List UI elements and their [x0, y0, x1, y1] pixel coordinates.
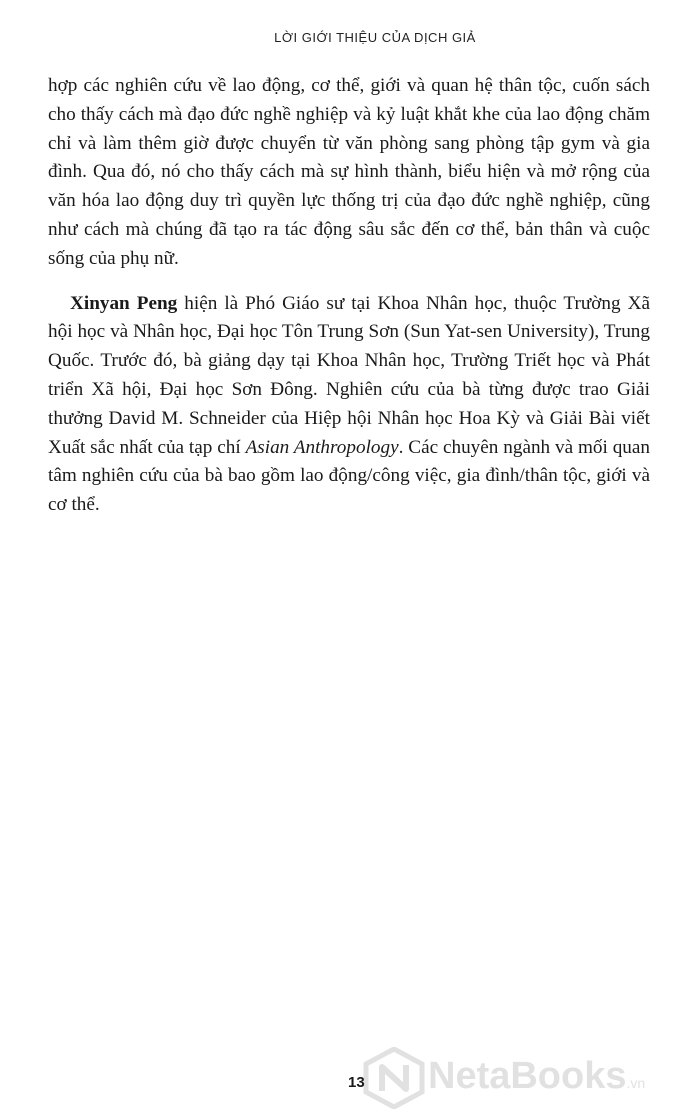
- running-header: LỜI GIỚI THIỆU CỦA DỊCH GIẢ: [274, 30, 476, 45]
- watermark-suffix: .vn: [626, 1075, 646, 1091]
- page-body: [48, 72, 650, 520]
- body-paragraph-2: [48, 290, 650, 520]
- watermark-brand: NetaBooks: [428, 1055, 627, 1097]
- netabooks-logo-icon: [362, 1047, 426, 1109]
- watermark-text: [428, 1055, 645, 1098]
- body-paragraph-1: hợp các nghiên cứu về lao động, cơ thể, giới và quan hệ thân tộc, cuốn sách cho thấy cách mà đạo đức nghề nghiệp và kỷ luật khắt khe của lao động chăm chỉ và làm thêm giờ được chuyển từ văn phòng sang phòng tập gym và gia đình. Qua đó, nó cho thấy cách mà sự hình thành, biểu hiện và mở rộng của văn hóa lao động duy trì quyền lực thống trị của đạo đức nghề nghiệp, cũng như cách mà chúng đã tạo ra tác động sâu sắc đến cơ thể, bản thân và cuộc sống của phụ nữ.: [48, 75, 650, 269]
- paragraph-2-ending: . Các chuyên ngành và mối quan tâm nghiên cứu của bà bao gồm lao động/công việc, gia đình/thân tộc, giới và cơ thể.: [48, 436, 651, 516]
- watermark: [362, 1047, 682, 1109]
- journal-title: Asian Anthropology: [245, 436, 399, 458]
- author-name: Xinyan Peng: [70, 292, 178, 314]
- page-number: 13: [348, 1074, 365, 1091]
- paragraph-2-text: hiện là Phó Giáo sư tại Khoa Nhân học, thuộc Trường Xã hội học và Nhân học, Đại học Tôn Trung Sơn (Sun Yat-sen University), Trung Quốc. Trước đó, bà giảng dạy tại Khoa Nhân học, Trường Triết học và Phát triển Xã hội, Đại học Sơn Đông. Nghiên cứu của bà từng được trao Giải thưởng David M. Schneider của Hiệp hội Nhân học Hoa Kỳ và Giải Bài viết Xuất sắc nhất của tạp chí: [48, 292, 650, 458]
